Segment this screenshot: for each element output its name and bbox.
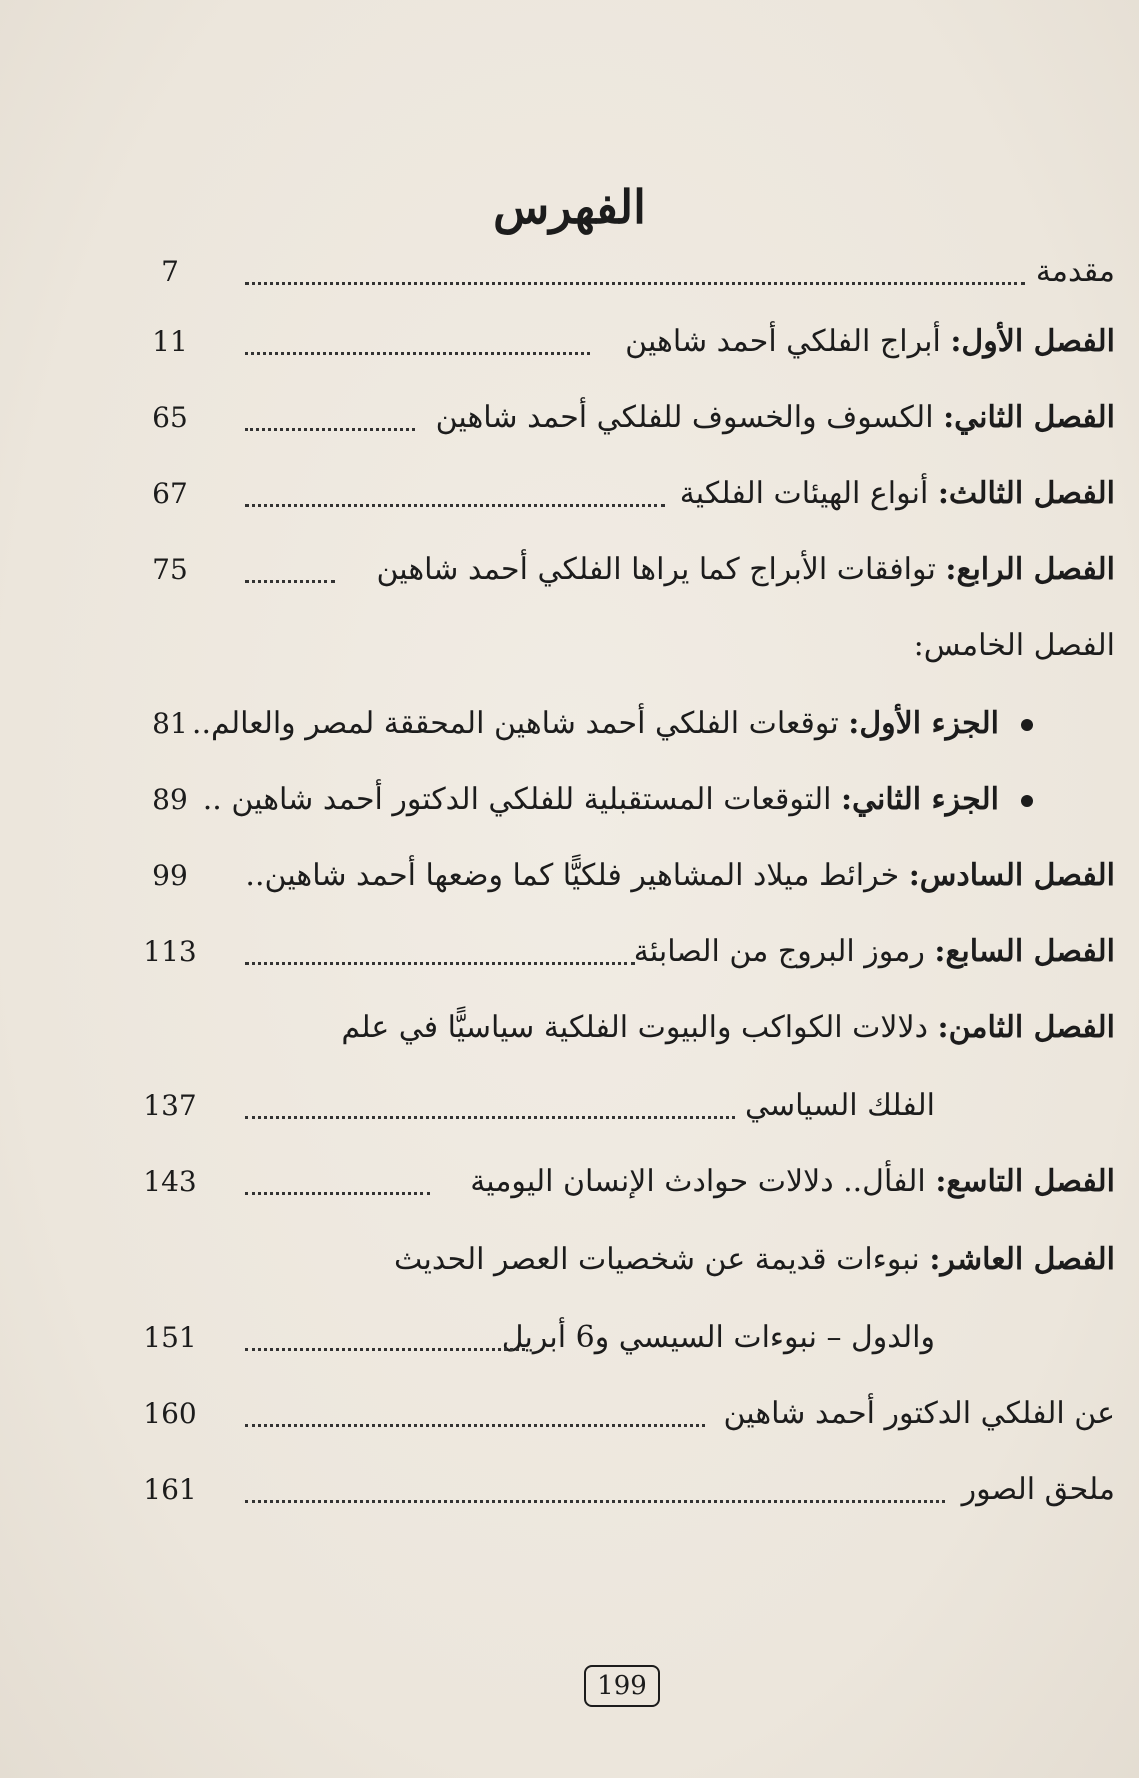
- leader-dots: [245, 282, 1025, 285]
- entry-page-number: 161: [143, 1473, 197, 1506]
- page-number-box: 199: [584, 1665, 660, 1707]
- toc-entry: [140, 1384, 1115, 1444]
- leader-dots: [245, 352, 590, 355]
- bullet-icon: [1021, 719, 1033, 731]
- entry-title: الفأل.. دلالات حوادث الإنسان اليومية: [470, 1164, 936, 1199]
- toc-entry: [140, 242, 1115, 302]
- entry-page-number: 89: [152, 783, 188, 816]
- entry-title: عن الفلكي الدكتور أحمد شاهين: [723, 1396, 1115, 1431]
- entry-heading: الجزء الأول:: [848, 706, 999, 741]
- entry-heading: الفصل الثاني:: [943, 400, 1115, 435]
- entry-title: ملحق الصور: [961, 1472, 1115, 1507]
- entry-title: توافقات الأبراج كما يراها الفلكي أحمد شاهين: [376, 552, 946, 587]
- entry-page-number: 113: [143, 935, 197, 968]
- entry-page-number: 81: [152, 707, 188, 740]
- entry-title: رموز البروج من الصابئة: [633, 934, 935, 969]
- leader-dots: [245, 580, 335, 583]
- toc-entry: [140, 998, 1115, 1058]
- toc-entry: [140, 1152, 1115, 1212]
- leader-dots: [245, 1116, 735, 1119]
- toc-title: الفهرس: [493, 180, 646, 234]
- entry-page-number: 11: [152, 325, 188, 358]
- entry-heading: الفصل التاسع:: [935, 1164, 1115, 1199]
- toc-entry: [140, 922, 1115, 982]
- entry-title: نبوءات قديمة عن شخصيات العصر الحديث: [394, 1242, 930, 1277]
- entry-heading: الفصل العاشر:: [929, 1242, 1115, 1277]
- leader-dots: [245, 1424, 705, 1427]
- toc-entry: [140, 770, 1115, 830]
- bullet-icon: [1021, 795, 1033, 807]
- entry-page-number: 143: [143, 1165, 197, 1198]
- entry-title: خرائط ميلاد المشاهير فلكيًّا كما وضعها أحمد شاهين..: [245, 858, 909, 893]
- toc-entry: [140, 616, 1115, 676]
- entry-title: الفصل الخامس:: [913, 628, 1115, 663]
- entry-page-number: 7: [161, 255, 179, 288]
- entry-page-number: 99: [152, 859, 188, 892]
- entry-heading: الفصل الثامن:: [937, 1010, 1115, 1045]
- toc-entry: [140, 540, 1115, 600]
- entry-title: مقدمة: [1035, 254, 1115, 289]
- toc-entry: [140, 1230, 1115, 1290]
- entry-title: دلالات الكواكب والبيوت الفلكية سياسيًّا في علم: [341, 1010, 938, 1045]
- entry-heading: الجزء الثاني:: [840, 782, 999, 817]
- entry-heading: الفصل السابع:: [934, 934, 1115, 969]
- entry-page-number: 75: [152, 553, 188, 586]
- entry-heading: الفصل السادس:: [908, 858, 1115, 893]
- entry-heading: الفصل الثالث:: [937, 476, 1115, 511]
- toc-entry: [140, 388, 1115, 448]
- toc-entry: [140, 312, 1115, 372]
- leader-dots: [245, 1500, 945, 1503]
- entry-title: الكسوف والخسوف للفلكي أحمد شاهين: [435, 400, 944, 435]
- entry-heading: الفصل الرابع:: [945, 552, 1115, 587]
- entry-title: أنواع الهيئات الفلكية: [679, 476, 938, 511]
- toc-entry: [140, 464, 1115, 524]
- toc-entry: [140, 1076, 1115, 1136]
- entry-heading: الفصل الأول:: [950, 324, 1115, 359]
- entry-page-number: 160: [143, 1397, 197, 1430]
- toc-entry: [140, 1460, 1115, 1520]
- entry-title: والدول – نبوءات السيسي و6 أبريل: [501, 1320, 935, 1355]
- leader-dots: [245, 1192, 430, 1195]
- leader-dots: [245, 504, 665, 507]
- entry-title: التوقعات المستقبلية للفلكي الدكتور أحمد شاهين ..: [202, 782, 841, 817]
- toc-entry: [140, 694, 1115, 754]
- entry-page-number: 67: [152, 477, 188, 510]
- entry-title: أبراج الفلكي أحمد شاهين: [625, 324, 951, 359]
- entry-page-number: 137: [143, 1089, 197, 1122]
- entry-title: الفلك السياسي: [745, 1088, 935, 1123]
- leader-dots: [245, 1348, 525, 1351]
- toc-entry: [140, 846, 1115, 906]
- toc-entry: [140, 1308, 1115, 1368]
- leader-dots: [245, 428, 415, 431]
- entry-page-number: 151: [143, 1321, 197, 1354]
- entry-title: توقعات الفلكي أحمد شاهين المحققة لمصر والعالم..: [191, 706, 849, 741]
- entry-page-number: 65: [152, 401, 188, 434]
- leader-dots: [245, 962, 635, 965]
